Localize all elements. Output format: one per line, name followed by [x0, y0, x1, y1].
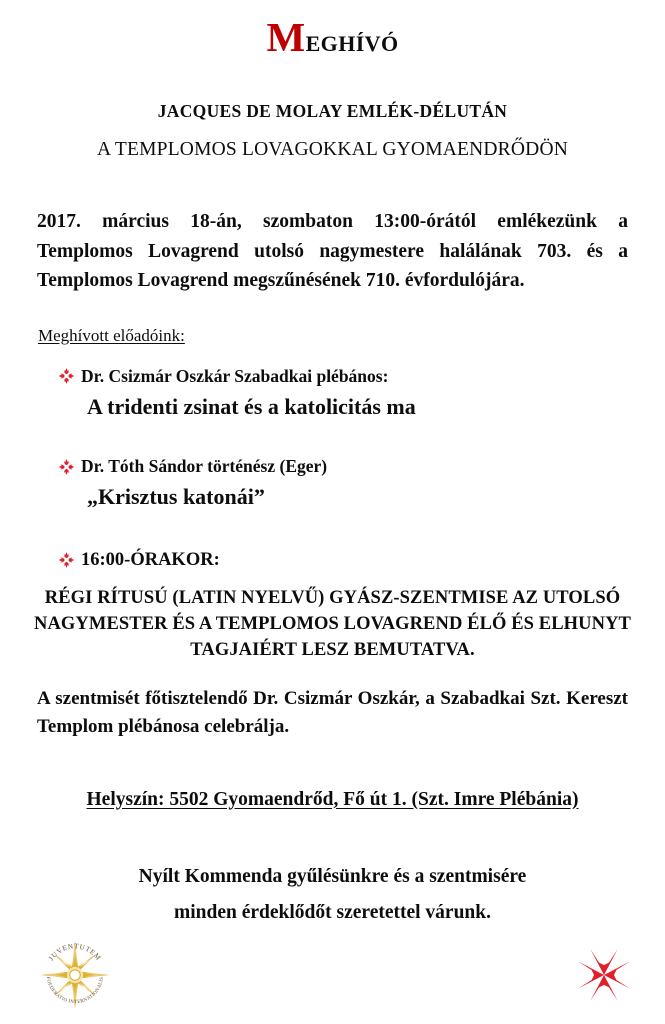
venue-text: Helyszín: 5502 Gyomaendrőd, Fő út 1. (Szt. Imre Plébánia): [86, 788, 579, 810]
subtitle-primary: JACQUES DE MOLAY EMLÉK-DÉLUTÁN: [157, 101, 508, 122]
celebrant-paragraph: A szentmisét főtisztelendő Dr. Csizmár Oszkár, a Szabadkai Szt. Kereszt Templom plébánosa celebrálja.: [37, 687, 628, 737]
mass-time-item: [58, 512, 665, 572]
speakers-intro-label: Meghívott előadóink:: [38, 325, 185, 345]
title-remainder: eghívó: [305, 23, 399, 58]
speaker-name: Dr. Csizmár Oszkár Szabadkai plébános:: [81, 365, 389, 386]
speaker-item: [58, 421, 665, 511]
juventutem-top-text: JUVENTUTEM: [47, 942, 103, 963]
talk-title: A tridenti zsinat és a katolicitás ma: [87, 393, 416, 419]
cross-bullet-icon: [58, 458, 75, 475]
juventutem-bottom-text: FOEDERATIO INTERNATIONALIS: [44, 976, 106, 1006]
lead-paragraph: 2017. március 18-án, szombaton 13:00-órától emlékezünk a Templomos Lovagrend utolsó nagymestere halálának 703. és a Templomos Lovagrend megszűnésének 710. évfordulójára.: [37, 211, 628, 292]
speakers-intro-wrap: [0, 296, 665, 346]
cross-bullet-icon: [58, 551, 75, 568]
mass-time-row: [58, 548, 665, 572]
mass-announcement: RÉGI RÍTUSÚ (LATIN NYELVŰ) GYÁSZ-SZENTMISE AZ UTOLSÓ NAGYMESTER ÉS A TEMPLOMOS LOVAGREND ÉLŐ ÉS ELHUNYT TAGJAIÉRT LESZ BEMUTATVA.: [34, 587, 631, 661]
maltese-cross-logo: [573, 944, 635, 1006]
juventutem-logo: [38, 938, 112, 1012]
closing-line-2: minden érdeklődőt szeretettel várunk.: [173, 901, 492, 923]
page-title: [0, 0, 665, 58]
subtitle-secondary: A TEMPLOMOS LOVAGOKKAL GYOMAENDRŐDÖN: [96, 139, 569, 161]
speaker-heading-row: [58, 455, 665, 478]
closing-message: [0, 811, 665, 931]
speaker-item: [58, 346, 665, 421]
cross-bullet-icon: [58, 368, 75, 385]
mass-time-label: 16:00-ÓRAKOR:: [81, 549, 220, 570]
speaker-name: Dr. Tóth Sándor történész (Eger): [81, 456, 328, 477]
closing-line-1: Nyílt Kommenda gyűlésünkre és a szentmisére: [138, 865, 527, 887]
speaker-heading-row: [58, 365, 665, 388]
talk-title: „Krisztus katonái”: [87, 484, 265, 510]
title-drop-cap: M: [266, 14, 306, 60]
venue-line: [0, 742, 665, 811]
